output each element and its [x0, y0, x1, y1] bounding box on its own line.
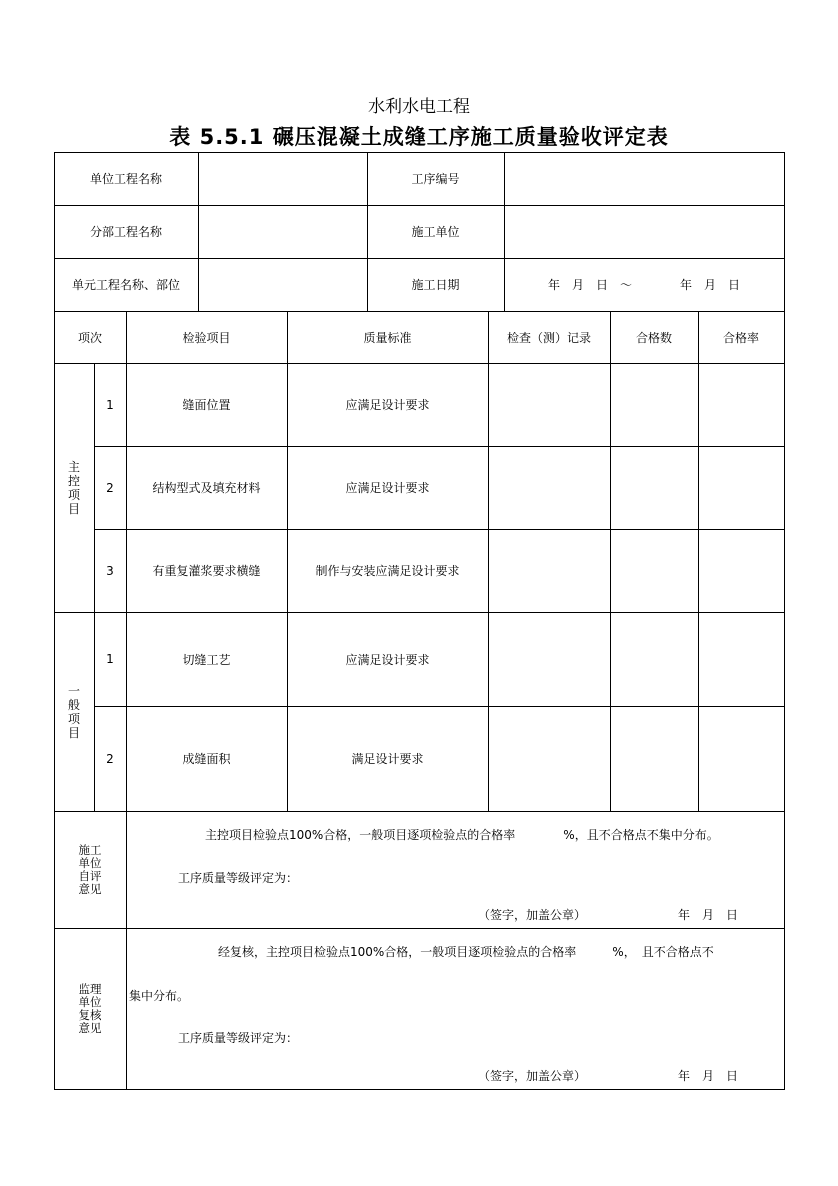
pass-count-field[interactable] — [610, 446, 699, 530]
form-title: 表 5.5.1 碾压混凝土成缝工序施工质量验收评定表 — [169, 125, 669, 149]
supervisor-line1b: 集中分布。 — [129, 989, 190, 1003]
item-no: 1 — [94, 612, 127, 707]
item-no: 2 — [94, 706, 127, 812]
item-standard: 应满足设计要求 — [287, 446, 489, 530]
col-index: 项次 — [54, 311, 127, 364]
general-group-label — [54, 612, 95, 812]
pass-rate-field[interactable] — [698, 529, 785, 613]
pass-count-field[interactable] — [610, 363, 699, 447]
contractor-label: 施工单位 — [367, 205, 505, 259]
item-name: 缝面位置 — [126, 363, 288, 447]
col-standard: 质量标准 — [287, 311, 489, 364]
division-field[interactable] — [198, 205, 368, 259]
pass-rate-field[interactable] — [698, 446, 785, 530]
item-name: 结构型式及填充材料 — [126, 446, 288, 530]
self-eval-label — [54, 811, 127, 929]
record-field[interactable] — [488, 706, 611, 812]
element-field[interactable] — [198, 258, 368, 312]
pass-rate-field[interactable] — [698, 706, 785, 812]
self-eval-line1: 主控项目检验点100%合格，一般项目逐项检验点的合格率 %，且不合格点不集中分布。 — [205, 828, 719, 842]
pass-rate-field[interactable] — [698, 363, 785, 447]
item-no: 1 — [94, 363, 127, 447]
supervisor-sign: （签字，加盖公章） — [478, 1069, 587, 1083]
pass-count-field[interactable] — [610, 706, 699, 812]
general-group-text: 一般项目 — [67, 683, 80, 740]
item-standard: 应满足设计要求 — [287, 363, 489, 447]
date-field[interactable]: 年 月 日 ～ 年 月 日 — [504, 258, 785, 312]
item-no: 3 — [94, 529, 127, 613]
unit-project-label: 单位工程名称 — [54, 152, 199, 206]
process-no-field[interactable] — [504, 152, 785, 206]
record-field[interactable] — [488, 529, 611, 613]
item-name: 有重复灌浆要求横缝 — [126, 529, 288, 613]
col-record: 检查（测）记录 — [488, 311, 611, 364]
item-standard: 制作与安装应满足设计要求 — [287, 529, 489, 613]
process-no-label: 工序编号 — [367, 152, 505, 206]
supervisor-text: 监理单位复核意见 — [78, 981, 102, 1035]
self-eval-sign: （签字，加盖公章） — [478, 908, 587, 922]
record-field[interactable] — [488, 612, 611, 707]
date-label: 施工日期 — [367, 258, 505, 312]
supervisor-label — [54, 928, 127, 1090]
pass-count-field[interactable] — [610, 612, 699, 707]
self-eval-date: 年 月 日 — [678, 908, 739, 922]
main-group-text: 主控项目 — [67, 459, 80, 516]
division-label: 分部工程名称 — [54, 205, 199, 259]
col-item: 检验项目 — [126, 311, 288, 364]
self-eval-text: 施工单位自评意见 — [78, 842, 102, 896]
record-field[interactable] — [488, 363, 611, 447]
pass-count-field[interactable] — [610, 529, 699, 613]
unit-project-field[interactable] — [198, 152, 368, 206]
form-subtitle: 水利水电工程 — [368, 97, 470, 117]
main-group-label — [54, 363, 95, 613]
item-name: 成缝面积 — [126, 706, 288, 812]
self-eval-line2: 工序质量等级评定为： — [178, 871, 299, 885]
contractor-field[interactable] — [504, 205, 785, 259]
item-name: 切缝工艺 — [126, 612, 288, 707]
item-standard: 应满足设计要求 — [287, 612, 489, 707]
item-standard: 满足设计要求 — [287, 706, 489, 812]
pass-rate-field[interactable] — [698, 612, 785, 707]
supervisor-date: 年 月 日 — [678, 1069, 739, 1083]
col-pass-count: 合格数 — [610, 311, 699, 364]
supervisor-line1: 经复核，主控项目检验点100%合格，一般项目逐项检验点的合格率 %， 且不合格点不 — [218, 945, 714, 959]
col-pass-rate: 合格率 — [698, 311, 785, 364]
item-no: 2 — [94, 446, 127, 530]
supervisor-line2: 工序质量等级评定为： — [178, 1031, 299, 1045]
record-field[interactable] — [488, 446, 611, 530]
element-label: 单元工程名称、部位 — [54, 258, 199, 312]
